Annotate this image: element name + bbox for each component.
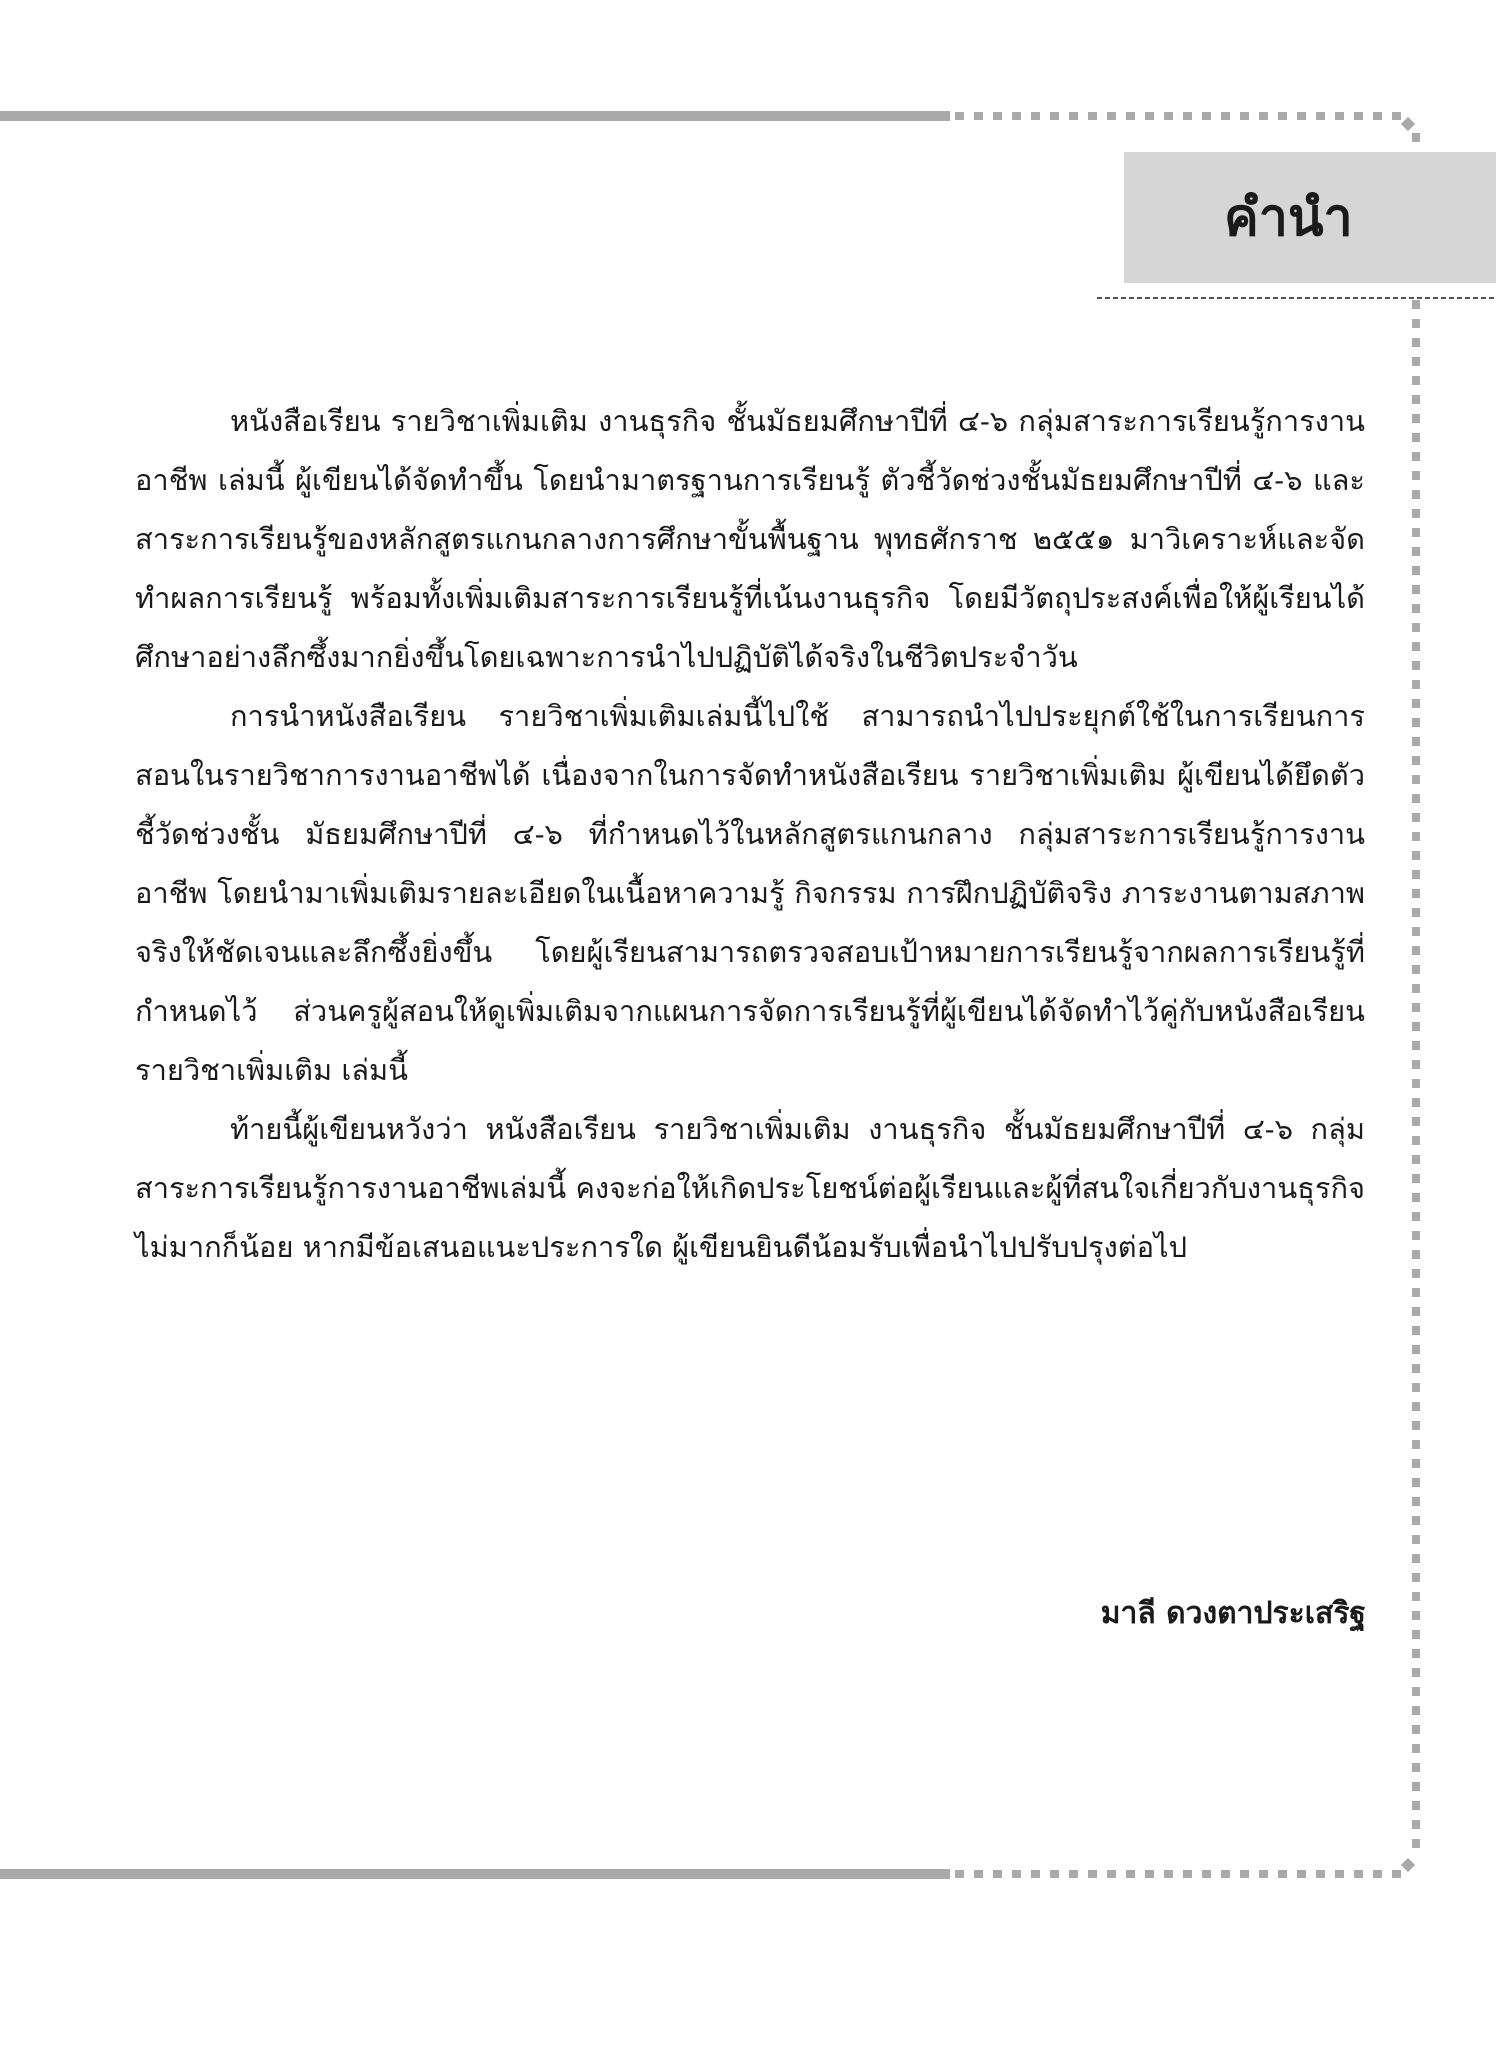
right-border-dashed bbox=[1412, 300, 1420, 1855]
right-border-dashed-top bbox=[1412, 133, 1420, 150]
top-border-dashed bbox=[955, 112, 1405, 120]
preface-body bbox=[135, 392, 1365, 1277]
top-border-solid bbox=[0, 111, 950, 121]
title-underline bbox=[1097, 297, 1496, 299]
paragraph-1: หนังสือเรียน รายวิชาเพิ่มเติม งานธุรกิจ ชั้นมัธยมศึกษาปีที่ ๔-๖ กลุ่มสาระการเรียนรู้การงานอาชีพ เล่มนี้ ผู้เขียนได้จัดทำขึ้น โดยนำมาตรฐานการเรียนรู้ ตัวชี้วัดช่วงชั้นมัธยมศึกษาปีที่ ๔-๖ และสาระการเรียนรู้ของหลักสูตรแกนกลางการศึกษาขั้นพื้นฐาน พุทธศักราช ๒๕๕๑ มาวิเคราะห์และจัดทำผลการเรียนรู้ พร้อมทั้งเพิ่มเติมสาระการเรียนรู้ที่เน้นงานธุรกิจ โดยมีวัตถุประสงค์เพื่อให้ผู้เรียนได้ศึกษาอย่างลึกซึ้งมากยิ่งขึ้นโดยเฉพาะการนำไปปฏิบัติได้จริงในชีวิตประจำวัน bbox=[135, 404, 1365, 674]
author-signature: มาลี ดวงตาประเสริฐ bbox=[1100, 1596, 1366, 1631]
bottom-border-dashed bbox=[955, 1870, 1405, 1878]
bottom-border-solid bbox=[0, 1869, 950, 1879]
paragraph-2: การนำหนังสือเรียน รายวิชาเพิ่มเติมเล่มนี้ไปใช้ สามารถนำไปประยุกต์ใช้ในการเรียนการสอนในรายวิชาการงานอาชีพได้ เนื่องจากในการจัดทำหนังสือเรียน รายวิชาเพิ่มเติม ผู้เขียนได้ยึดตัวชี้วัดช่วงชั้น มัธยมศึกษาปีที่ ๔-๖ ที่กำหนดไว้ในหลักสูตรแกนกลาง กลุ่มสาระการเรียนรู้การงานอาชีพ โดยนำมาเพิ่มเติมรายละเอียดในเนื้อหาความรู้ กิจกรรม การฝึกปฏิบัติจริง ภาระงานตามสภาพจริงให้ชัดเจนและลึกซึ้งยิ่งขึ้น โดยผู้เรียนสามารถตรวจสอบเป้าหมายการเรียนรู้จากผลการเรียนรู้ที่กำหนดไว้ ส่วนครูผู้สอนให้ดูเพิ่มเติมจากแผนการจัดการเรียนรู้ที่ผู้เขียนได้จัดทำไว้คู่กับหนังสือเรียน รายวิชาเพิ่มเติม เล่มนี้ bbox=[135, 699, 1365, 1087]
page-title: คำนำ bbox=[1224, 187, 1353, 248]
title-box bbox=[1124, 152, 1496, 283]
paragraph-3: ท้ายนี้ผู้เขียนหวังว่า หนังสือเรียน รายวิชาเพิ่มเติม งานธุรกิจ ชั้นมัธยมศึกษาปีที่ ๔-๖ กลุ่มสาระการเรียนรู้การงานอาชีพเล่มนี้ คงจะก่อให้เกิดประโยชน์ต่อผู้เรียนและผู้ที่สนใจเกี่ยวกับงานธุรกิจไม่มากก็น้อย หากมีข้อเสนอแนะประการใด ผู้เขียนยินดีน้อมรับเพื่อนำไปปรับปรุงต่อไป bbox=[135, 1112, 1365, 1264]
